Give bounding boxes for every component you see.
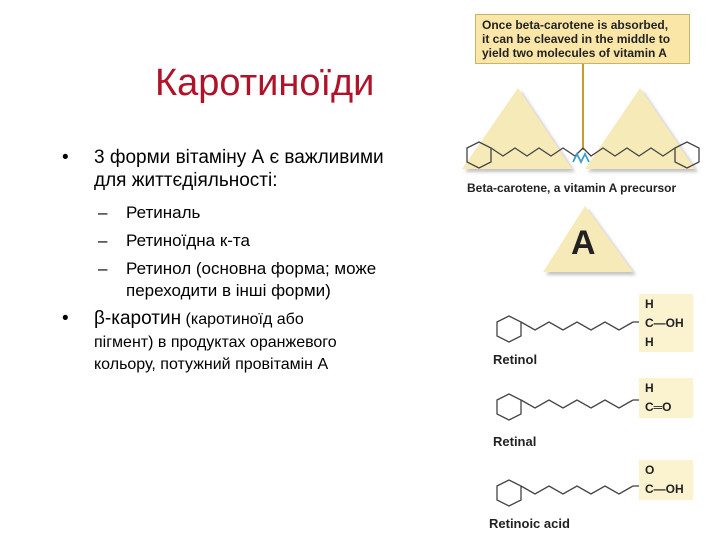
list-item bbox=[98, 202, 402, 224]
callout-line: yield two molecules of vitamin A bbox=[482, 46, 667, 60]
retinol-label: Retinol bbox=[493, 352, 538, 367]
group-atom: O bbox=[645, 463, 655, 477]
retinoic-acid-functional-group bbox=[645, 461, 684, 499]
beta-carotene-description: пігмент) в продуктах оранжевого кольору, потужний провітамін А bbox=[94, 334, 337, 373]
group-bond: C—OH bbox=[645, 316, 684, 330]
beta-carotene-caption: Beta-carotene, a vitamin A precursor bbox=[467, 181, 677, 195]
right-triangle bbox=[585, 88, 695, 169]
list-item-text: Ретинол (основна форма; може переходити в інші форми) bbox=[126, 259, 377, 300]
retinoic-acid-structure bbox=[497, 480, 641, 506]
group-atom: H bbox=[645, 297, 654, 311]
vitamin-a-figure bbox=[455, 64, 720, 540]
retinal-label: Retinal bbox=[493, 434, 537, 449]
dash-marker: – bbox=[98, 231, 108, 250]
beta-carotene-term: β-каротин bbox=[94, 308, 182, 329]
retinol-functional-group bbox=[645, 295, 684, 352]
bullet-symbol: • bbox=[62, 147, 69, 168]
group-bond: C—OH bbox=[645, 482, 684, 496]
callout-line: it can be cleaved in the middle to bbox=[482, 32, 671, 46]
retinal-structure bbox=[497, 394, 641, 420]
group-atom: H bbox=[645, 335, 654, 349]
left-triangle bbox=[462, 88, 572, 169]
slide-title: Каротиноїди bbox=[155, 62, 375, 104]
dash-marker: – bbox=[98, 203, 108, 222]
retinol-structure bbox=[497, 316, 641, 342]
list-item-text: Ретиноїдна к-та bbox=[126, 231, 250, 250]
cleavage-callout bbox=[475, 14, 690, 64]
vitamin-a-forms-list bbox=[62, 202, 402, 302]
list-item-text: Ретиналь bbox=[126, 203, 201, 222]
slide-text bbox=[62, 146, 402, 376]
bullet-symbol: • bbox=[62, 308, 69, 329]
bullet-beta-carotene bbox=[62, 308, 402, 376]
bullet-vitamin-a-forms-text: 3 форми вітаміну А є важливими для життєдіяльності: bbox=[94, 147, 384, 191]
beta-carotene-paren: (каротиноїд або bbox=[181, 311, 304, 328]
list-item bbox=[98, 258, 402, 302]
list-item bbox=[98, 230, 402, 252]
group-bond: C═O bbox=[645, 400, 672, 414]
retinoic-acid-label: Retinoic acid bbox=[489, 516, 570, 531]
vitamin-a-letter: A bbox=[571, 224, 596, 262]
callout-line: Once beta-carotene is absorbed, bbox=[482, 18, 669, 32]
cleavage-mark bbox=[573, 154, 589, 162]
group-atom: H bbox=[645, 381, 654, 395]
bullet-vitamin-a-forms bbox=[62, 146, 402, 192]
retinal-functional-group bbox=[645, 379, 672, 417]
dash-marker: – bbox=[98, 259, 108, 278]
